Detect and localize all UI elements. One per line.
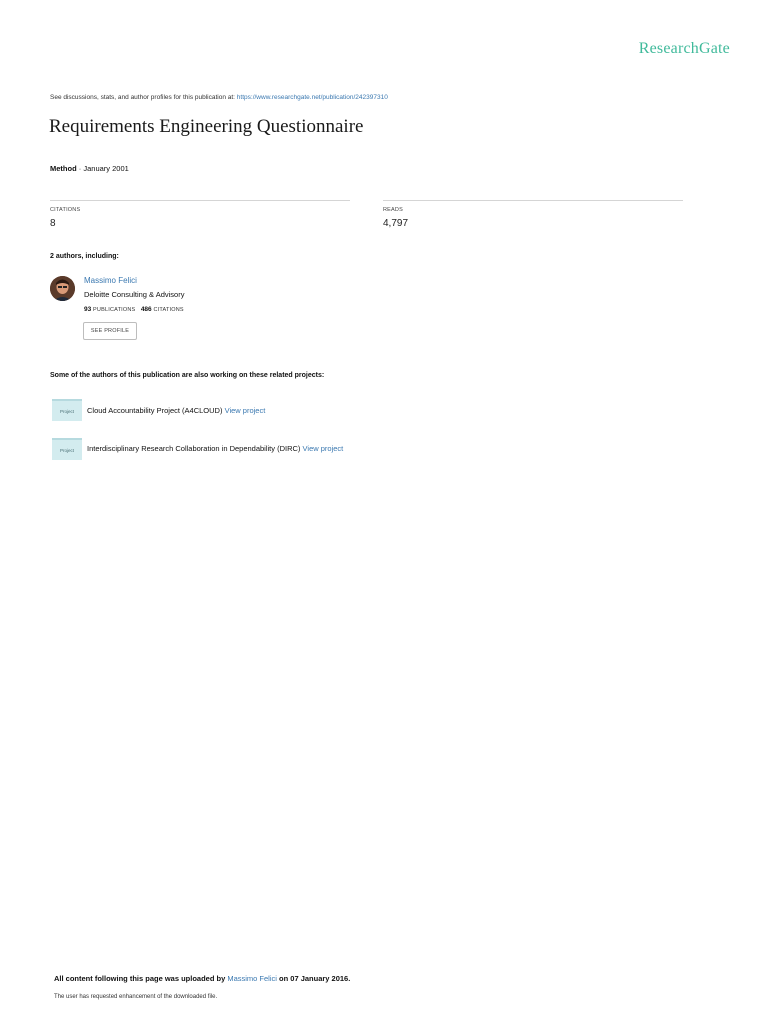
view-project-link[interactable]: View project (224, 406, 266, 415)
publication-title: Requirements Engineering Questionnaire (49, 116, 364, 137)
upload-prefix: All content following this page was uploaded by (54, 974, 228, 983)
reads-label: READS (383, 207, 403, 213)
meta-separator: · (78, 164, 84, 173)
publication-url-link[interactable]: https://www.researchgate.net/publication/242397310 (236, 94, 388, 101)
author-citations-label: CITATIONS (153, 307, 184, 313)
author-name-link[interactable]: Massimo Felici (84, 276, 137, 285)
publication-meta (50, 164, 129, 173)
project-item (87, 406, 265, 415)
project-name: Cloud Accountability Project (A4CLOUD) (87, 406, 223, 415)
authors-heading: 2 authors, including: (50, 253, 119, 260)
see-profile-button[interactable]: SEE PROFILE (83, 322, 137, 340)
project-item (87, 444, 343, 453)
upload-notice (54, 974, 350, 983)
citations-label: CITATIONS (50, 207, 81, 213)
author-affiliation: Deloitte Consulting & Advisory (84, 290, 185, 299)
author-publications-count: 93 (84, 306, 92, 313)
publication-date: January 2001 (83, 164, 129, 173)
researchgate-logo[interactable]: ResearchGate (638, 40, 730, 57)
project-badge[interactable]: Project (52, 438, 82, 460)
related-projects-heading: Some of the authors of this publication are also working on these related projects: (50, 372, 325, 379)
view-project-link[interactable]: View project (302, 444, 344, 453)
reads-value: 4,797 (383, 218, 409, 229)
upload-suffix: on 07 January 2016. (276, 974, 351, 983)
discussion-text: See discussions, stats, and author profiles for this publication at: (50, 94, 237, 101)
author-avatar[interactable] (50, 276, 75, 301)
project-badge[interactable]: Project (52, 399, 82, 421)
project-name: Interdisciplinary Research Collaboration in Dependability (DIRC) (87, 444, 301, 453)
publication-type: Method (50, 164, 77, 173)
author-stats (84, 306, 184, 313)
uploader-link[interactable]: Massimo Felici (227, 974, 277, 983)
citations-divider (50, 200, 350, 201)
discussion-line (50, 94, 388, 101)
citations-value: 8 (50, 218, 56, 229)
enhancement-note: The user has requested enhancement of the downloaded file. (54, 994, 218, 1000)
reads-divider (383, 200, 683, 201)
person-photo-icon (50, 276, 75, 301)
author-publications-label: PUBLICATIONS (93, 307, 136, 313)
author-citations-count: 486 (140, 306, 152, 313)
